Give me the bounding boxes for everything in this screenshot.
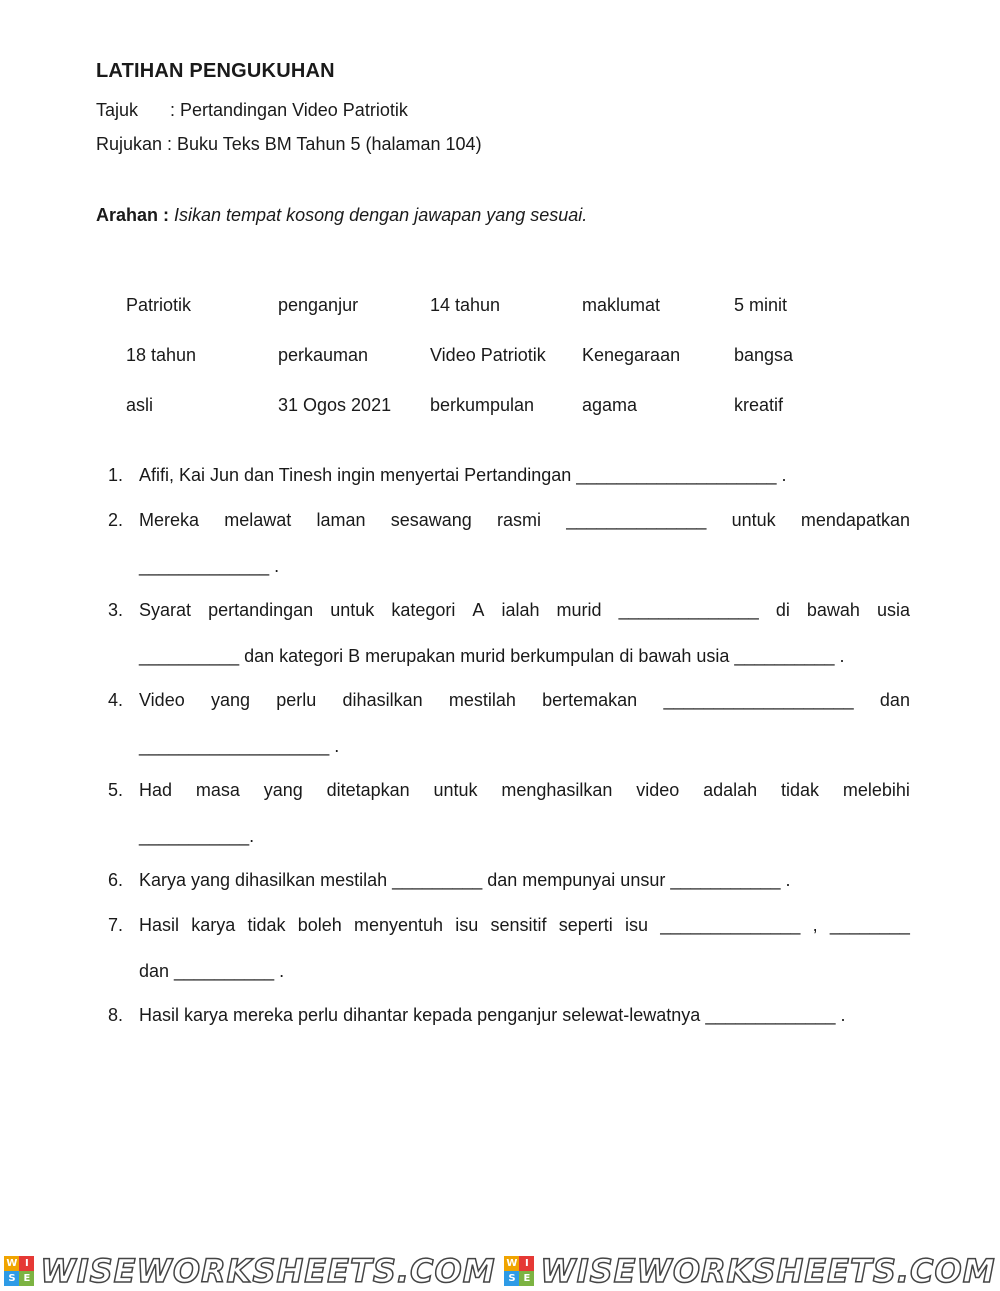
question-word: ______________ [660, 915, 801, 935]
question-word: laman [316, 510, 366, 530]
tajuk-value: : Pertandingan Video Patriotik [170, 100, 408, 120]
brand-text: WISEWORKSHEETS.COM [40, 1251, 496, 1290]
word-bank-item: maklumat [582, 295, 661, 315]
word-bank-item: 14 tahun [430, 295, 501, 315]
question-word: A [472, 600, 485, 620]
logo-letter: W [506, 1257, 518, 1269]
question-number: 8. [108, 1005, 124, 1025]
logo-letter: S [504, 1271, 519, 1286]
word-bank-item: perkauman [278, 345, 369, 365]
tajuk-label: Tajuk [96, 100, 139, 120]
question-word: menghasilkan [501, 780, 613, 800]
word-bank-item: 31 Ogos 2021 [278, 395, 392, 415]
word-bank-item: Kenegaraan [582, 345, 681, 365]
question-word: perlu [276, 690, 317, 710]
question-word: Mereka [139, 510, 200, 530]
question-word: kategori [391, 600, 456, 620]
word-bank-item: kreatif [734, 395, 784, 415]
meta-tajuk [96, 100, 408, 121]
question-word: video [636, 780, 680, 800]
question-word: , [812, 915, 818, 935]
question-word: bawah [806, 600, 860, 620]
question-line: __________ dan kategori B merupakan murid berkumpulan di bawah usia __________ . [139, 646, 845, 666]
logo-letter: I [519, 1256, 534, 1271]
question-word: yang [263, 780, 303, 800]
logo-letter: W [6, 1257, 18, 1269]
question-word: menyentuh [353, 915, 444, 935]
question-word: tidak [247, 915, 286, 935]
question-word: di [775, 600, 790, 620]
question-word: ditetapkan [326, 780, 410, 800]
question-number: 6. [108, 870, 124, 890]
question-number: 5. [108, 780, 124, 800]
word-bank [126, 290, 886, 440]
question-word: untuk [433, 780, 478, 800]
brand-text: WISEWORKSHEETS.COM [540, 1251, 996, 1290]
question-word: tidak [781, 780, 820, 800]
question-word: Had [139, 780, 173, 800]
word-bank-item: 5 minit [734, 295, 788, 315]
question-word: Video [139, 690, 185, 710]
question-word: sensitif [490, 915, 547, 935]
question-word: boleh [297, 915, 342, 935]
question-word: ______________ [618, 600, 759, 620]
question-line: _____________ . [139, 556, 280, 576]
word-bank-item: Video Patriotik [430, 345, 546, 365]
brand-logo-icon [4, 1256, 34, 1286]
question-word: dan [879, 690, 910, 710]
watermark-footer [0, 1250, 1000, 1291]
question-line: Karya yang dihasilkan mestilah _________ dan mempunyai unsur ___________ . [139, 870, 791, 890]
logo-letter: E [519, 1271, 534, 1286]
meta-rujukan: Rujukan : Buku Teks BM Tahun 5 (halaman 104) [96, 134, 482, 154]
question-word: karya [191, 915, 236, 935]
question-word: isu [455, 915, 479, 935]
question-word: usia [876, 600, 910, 620]
question-line [139, 600, 910, 621]
question-line [139, 780, 910, 801]
question-number: 7. [108, 915, 124, 935]
question-word: sesawang [390, 510, 472, 530]
question-number: 1. [108, 465, 124, 485]
question-word: seperti [558, 915, 613, 935]
question-word: ___________________ [663, 690, 854, 710]
question-word: dihasilkan [342, 690, 423, 710]
question-word: murid [556, 600, 602, 620]
logo-letter: S [4, 1271, 19, 1286]
word-bank-item: asli [126, 395, 154, 415]
question-word: untuk [330, 600, 375, 620]
word-bank-item: bangsa [734, 345, 794, 365]
instructions-label: Arahan : [96, 205, 170, 225]
question-word: Hasil [139, 915, 180, 935]
question-line: dan __________ . [139, 961, 285, 981]
question-number: 3. [108, 600, 124, 620]
question-line [139, 510, 910, 531]
question-word: mestilah [448, 690, 516, 710]
instructions [96, 205, 587, 226]
worksheet-title: LATIHAN PENGUKUHAN [96, 60, 335, 82]
question-line: Afifi, Kai Jun dan Tinesh ingin menyertai Pertandingan ____________________ . [139, 465, 787, 485]
question-word: pertandingan [208, 600, 314, 620]
question-number: 4. [108, 690, 124, 710]
word-bank-item: berkumpulan [430, 395, 535, 415]
question-word: bertemakan [542, 690, 638, 710]
question-word: Syarat [139, 600, 192, 620]
question-word: mendapatkan [800, 510, 910, 530]
question-line: ___________________ . [139, 736, 340, 756]
question-line: ___________. [139, 826, 255, 846]
logo-letter: I [19, 1256, 34, 1271]
question-word: yang [210, 690, 251, 710]
question-number: 2. [108, 510, 124, 530]
question-word: untuk [731, 510, 776, 530]
question-word: ialah [501, 600, 540, 620]
word-bank-item: Patriotik [126, 295, 192, 315]
word-bank-item: 18 tahun [126, 345, 197, 365]
logo-letter: E [19, 1271, 34, 1286]
brand-logo-icon [504, 1256, 534, 1286]
question-word: masa [195, 780, 240, 800]
word-bank-item: penganjur [278, 295, 359, 315]
question-word: melebihi [842, 780, 910, 800]
instructions-text: Isikan tempat kosong dengan jawapan yang sesuai. [174, 205, 588, 225]
question-word: isu [625, 915, 649, 935]
question-word: ________ [829, 915, 910, 935]
question-line [139, 690, 910, 711]
question-word: ______________ [566, 510, 707, 530]
question-line [139, 915, 910, 936]
question-word: adalah [703, 780, 758, 800]
question-word: melawat [224, 510, 292, 530]
question-word: rasmi [497, 510, 542, 530]
word-bank-item: agama [582, 395, 638, 415]
brand-watermark [4, 1252, 495, 1290]
brand-watermark [504, 1252, 995, 1290]
question-line: Hasil karya mereka perlu dihantar kepada penganjur selewat-lewatnya _____________ . [139, 1005, 846, 1025]
